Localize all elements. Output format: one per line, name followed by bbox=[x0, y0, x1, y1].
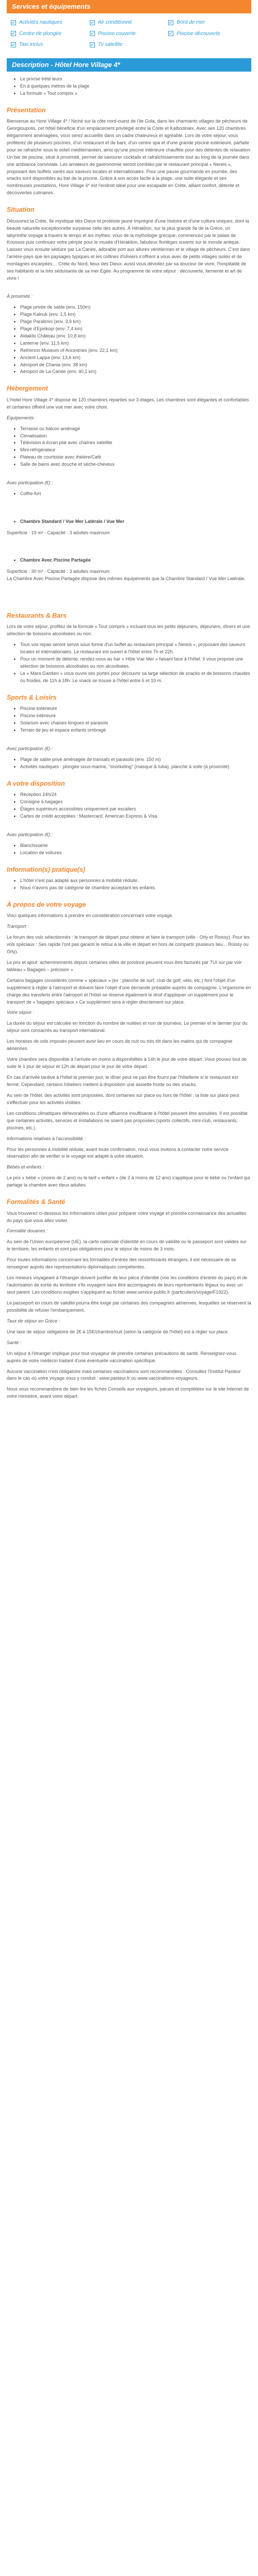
sports-participation-label: Avec participation (€) : bbox=[7, 745, 53, 751]
proximite-list bbox=[7, 304, 251, 376]
check-icon bbox=[11, 42, 16, 47]
service-item bbox=[90, 41, 169, 49]
disposition-participation-label: Avec participation (€) : bbox=[7, 832, 53, 837]
equip-list bbox=[7, 426, 251, 469]
paragraph: Voici quelques informations à prendre en considération concernant votre voyage. bbox=[7, 913, 173, 919]
paragraph: Nous vous recommandons de bien lire les fiches Conseils aux voyageurs, parues et complétées sur le site Internet de votre ministère, avant votre départ. bbox=[7, 1386, 249, 1399]
list-item: • Pour un moment de détente, rendez-vous au bar « Hôte Vue Mer » faisant face à l'hôtel. Il vous propose une sélection de boissons alcoolisées ou non alcoolisées. bbox=[20, 656, 251, 670]
paragraph: Les mineurs voyageant à l'étranger doivent justifier de leur pièce d'identité (voir les conditions d'entrée du pays) et de l'autorisation de sortie du territoire s'ils voyagent sans être accompagnés de leurs représentants légaux ou avec un seul parent. Les conditions exigées s'appliquent au fichier www.service-public.fr (particuliers/voyage/F1922). bbox=[7, 1275, 248, 1295]
service-label: Bord de mer bbox=[176, 20, 205, 26]
paragraph: Formalité douanes : bbox=[7, 1228, 48, 1234]
paragraph: Pour les personnes à mobilité réduite, avant toute confirmation, nous vous invitons à contacter notre service réservation afin de vérifier si le voyage est adapté à votre situation. bbox=[7, 1146, 229, 1159]
paragraph: Votre chambre sera disponible à l'arrivée en moins à disponibilités à 14h le jour de votre départ. Vous pouvez tout de suite le 1 jour de séjour et 12h de départ pour le jour de votre départ. bbox=[7, 1057, 247, 1070]
disposition-participation-list bbox=[7, 842, 251, 857]
check-icon bbox=[168, 20, 173, 25]
paragraph: Le prix et ajout: acheminements depuis certaines villes de province peuvent vous être facturés par TUI sur par voir tableau « Bagages – précision » bbox=[7, 959, 242, 972]
service-item bbox=[11, 30, 90, 38]
room-item bbox=[7, 518, 251, 526]
paragraph: Au sein de l'Union européenne (UE), la carte nationale d'identité en cours de validité ou le passeport sont valides sur le territoire, les enfants et sont pas obligatoires pour le séjour de moins de 3 mois. bbox=[7, 1239, 247, 1252]
service-label: Taxi inclus bbox=[19, 42, 43, 48]
service-item bbox=[168, 19, 247, 27]
list-item: • Salle de bains avec douche et sèche-cheveux bbox=[20, 461, 251, 468]
list-item: • Consigne à bagages bbox=[20, 799, 251, 806]
room-name bbox=[20, 557, 251, 564]
service-label: Tv satellite bbox=[98, 42, 123, 48]
disposition-list bbox=[7, 791, 251, 820]
paragraph: Certains bagages considérés comme « spéciaux » (ex : planche de surf, club de golf, vélo, etc.) font l'objet d'un supplément à régler à l'aéroport et doivent faire l'objet d'une demande préalable auprès de compagnie. L'organisme en charge des transferts entre l'aéroport et l'hôtel se réserve également le droit d'appliquer un supplément pour le transport de « bagages spéciaux » Ce supplément sera à régler directement sur place. bbox=[7, 977, 251, 1005]
paragraph: Bébés et enfants : bbox=[7, 1164, 44, 1170]
formalites-body bbox=[7, 1210, 251, 1401]
paragraph: Vous trouverez ci-dessous les informations utiles pour préparer votre voyage et prendre connaissance des actualités du pays que vous allez visiter. bbox=[7, 1210, 247, 1223]
paragraph: Le passeport en cours de validité pourra être exigé par certaines des compagnies aériennes, lesquelles se réservent la possibilité de refuser l'embarquement. bbox=[7, 1300, 251, 1313]
hebergement-body bbox=[7, 397, 251, 411]
paragraph: Transport : bbox=[7, 924, 29, 929]
list-item: • Réception 24h/24 bbox=[20, 791, 251, 799]
rooms-list bbox=[7, 518, 251, 603]
service-label: Air conditionné bbox=[98, 20, 132, 26]
sports-title: Sports & Loisirs bbox=[7, 693, 57, 701]
service-label: Activités nautiques bbox=[19, 20, 62, 26]
list-item: • Climatisation bbox=[20, 433, 251, 440]
description-title: Description - Hôtel Hore Village 4* bbox=[7, 58, 251, 72]
paragraph: L'Hotel Hore Village 4* dispose de 120 chambres réparties sur 3 étages. Les chambres sont élégantes et confortables et certaines offrent une vue mer avec votre choix. bbox=[7, 397, 249, 410]
paragraph: Le prix « bébé » (moins de 2 ans) ou le tarif « enfant » (de 2 à moins de 12 ans) s'applique pour le bébé ou l'enfant qui partage la chambre avec deux adultes. bbox=[7, 1175, 250, 1188]
list-item: • Plage d'Episkopi (env. 7,4 km) bbox=[20, 326, 251, 333]
list-item: • Plage Paralimni (env. 3,9 km) bbox=[20, 318, 251, 326]
list-item: • Aéroport de La Canée (env. 40,1 km) bbox=[20, 368, 251, 376]
infos-title: Information(s) pratique(s) bbox=[7, 866, 86, 873]
check-icon bbox=[11, 31, 16, 36]
presentation-body bbox=[7, 118, 251, 197]
situation-body bbox=[7, 218, 251, 282]
room-name-text: Chambre Avec Piscine Partagée bbox=[20, 557, 91, 563]
room-desc: Superficie : 19 m² - Capacité : 3 adultes maximum bbox=[7, 530, 110, 536]
paragraph: En cas d'arrivée tardive à l'hôtel le premier jour, le dîner peut ne pas être fourni par l'hôtellerie si le restaurant est fermé. Cependant, certains hôteliers mettent à disposition une assiette froide ou des snacks. bbox=[7, 1075, 238, 1087]
list-item: • Piscine intérieure bbox=[20, 713, 251, 720]
paragraph: Votre séjour : bbox=[7, 1010, 35, 1015]
paragraph: Taux de séjour en Grèce : bbox=[7, 1318, 60, 1324]
paragraph: Pour toutes informations concernant les formalités d'entrée des ressortissants étrangers, il est nécessaire de se renseigner auprès des représentations diplomatiques compétentes. bbox=[7, 1257, 236, 1270]
paragraph: Découvrez la Crète, île mystique des Dieux et protéiste jaune imprégné d'une histoire et d'une culture uniques, dont la beauté naturelle exceptionnelle surpasse celle des autres. À Héraklion, sur la plus grande île de la Grèce, un labyrinthe voyage à travers le temps et les mythes: vous de la mythologie grecque, commencez par le palais de Knossos puis continuez votre périple pour le musée d'Héraklion, fabuleux florilèges ouverts sur le monde antique. Laissez vous ensuite séduire par La Canée, adorable port aux allures vénitiennes et le village de pêcheurs. C'est dans l'arrière-pays que les paysages typiques et les collines d'oliviers s'offrent à vous avec de petits villages isolés et de montagnes escarpées… Crète du Nord, lieux des Dieux: aussi vous dévoilez par sa douceur de vivre, l'hospitalité de ses habitants et la très séduisante de sa mer Egée. Au programme de votre séjour : découverte, farniente et art de vivre ! bbox=[7, 218, 250, 281]
description-intro-list bbox=[7, 76, 251, 97]
restaurants-body bbox=[7, 623, 251, 638]
services-grid bbox=[7, 13, 251, 56]
situation-title: Situation bbox=[7, 206, 35, 214]
check-icon bbox=[90, 31, 95, 36]
list-item: • Cartes de crédit acceptées : Mastercard, American Express & Visa bbox=[20, 813, 251, 820]
list-item: • Télévision à écran plat avec chaînes satellite bbox=[20, 439, 251, 447]
infos-list bbox=[7, 877, 251, 892]
list-item: • Plage de sable privé aménagée de transats et parasols (env. 150 m) bbox=[20, 756, 251, 764]
room-item bbox=[7, 557, 251, 564]
list-item: • Coffre-fort bbox=[20, 490, 251, 498]
list-item: • Mini-réfrigérateur bbox=[20, 447, 251, 454]
paragraph: Les conditions climatiques défavorables ou d'une affluence insuffisante à l'hôtel peuvent être annulées. Il est possible que certaines activités, services et installations ne soient pas proposées (sports collectifs, mini-club, restaurants, piscines, etc.). bbox=[7, 1110, 248, 1130]
list-item: • Le prix/se trété leurs bbox=[20, 76, 251, 83]
list-item: • La formule « Tout compris » bbox=[20, 90, 251, 97]
heb-participation-list bbox=[7, 490, 251, 498]
service-label: Piscine couverte bbox=[98, 30, 136, 37]
paragraph: Le forum des vols sélectionnés : le transport de départ pour obtenir et faire le transport (ville - Orly et Roissy). Pour les vols spéciaux : Ses rapide l'ont pas garanti le retour à la ville et départ en hors de compartir plusieurs lieu... Roissy ou Orly). bbox=[7, 935, 250, 954]
sports-participation-list bbox=[7, 756, 251, 771]
service-item bbox=[168, 30, 247, 38]
heb-participation-label: Avec participation (€) : bbox=[7, 480, 53, 486]
list-item: • Plage Kalnuk (env. 1,5 km) bbox=[20, 311, 251, 318]
room-desc: Superficie : 30 m² - Capacité : 3 adultes maximum La Chambre Avec Piscine Partagée dispose des mêmes équipements que la Chambre Standard / Vue Mer Latérale. bbox=[7, 568, 246, 581]
list-item: • Plage privée de sable (env. 150m) bbox=[20, 304, 251, 311]
paragraph: Bienvenue au Hore Village 4* ! Niché sur la côte nord-ouest de l'ile Gola, dans les charmants villages de pêcheurs de Georgioupolis, cet hôtel bénéficie d'un emplacement privilégié entre la Crete et Kalbodiniex. Avec ses 120 chambres élégamment aménagées, vous serez accueillis dans un cadre chaleureux et agréable. Lors de votre séjour, vous profiterez de plusieurs piscines, d'un restaurant et de bars, d'un centre spa et d'une grande piscine extérieure, parfaite pour se rafraîchir sous le soleil méditerranéen, ainsi qu'une piscine intérieure chauffée pour des détentes de relaxation. Un bar de piscine, situé à proximité, permet de savourer cocktails et rafraîchissements tout au long de la journée dans une ambiance conviviale. Les amateurs de gastronomie seront comblés par le restaurant principal « Nereis », proposant des buffets variés aux saveurs locales et internationales. Pour une pause gourmande en journée, des snacks sont disponibles au bar de la piscine. Grâce à son accès facile à la plage, une suite élégante et ses nombreuses prestations, Hore Village 4* est l'endroit idéal pour une escapade en Crète, alliant confort, détente et découvertes culinaires. bbox=[7, 118, 251, 196]
paragraph: Lors de votre séjour, profitez de la formule « Tout compris » incluant tous les petits déjeuners, déjeuners, dîners et une sélection de boissons alcoolisées ou non. bbox=[7, 624, 250, 637]
paragraph: Santé : bbox=[7, 1340, 22, 1345]
paragraph: La durée du séjour est calculée en fonction du nombre de nuitées et non de journées. Le premier et le dernier jour du séjour sont consacrés au transport international. bbox=[7, 1021, 248, 1033]
list-item: • Aéroport de Chania (env. 38 km) bbox=[20, 362, 251, 369]
list-item: • Piscine extérieure bbox=[20, 705, 251, 713]
check-icon bbox=[11, 20, 16, 25]
restaurants-title: Restaurants & Bars bbox=[7, 612, 67, 619]
propos-title: À propos de votre voyage bbox=[7, 901, 86, 908]
list-item: • Ancient Lappa (env. 13,6 km) bbox=[20, 354, 251, 362]
list-item: • L'hôtel n'est pas adapté aux personnes à mobilité réduite. bbox=[20, 877, 251, 885]
list-item: • Tous vos repas seront servis sous forme d'un buffet au restaurant principal « Nereis », proposant des saveurs locales et internationales. Le restaurant est ouvert à l'hôtel entre 7h et 22h. bbox=[20, 641, 251, 656]
service-item bbox=[11, 19, 90, 27]
list-item: • Nous n'avons pas de catégorie de chambre acceptant les enfants. bbox=[20, 885, 251, 892]
list-item: • Aldaklis Château (env. 10,8 km) bbox=[20, 333, 251, 340]
list-item: • Activités nautiques : plongée sous-marine, "snorkeling" (masque & tuba), planche à voile (à proximité) bbox=[20, 764, 251, 771]
formalites-title: Formalités & Santé bbox=[7, 1198, 66, 1206]
service-label: Centre de plongée bbox=[19, 30, 62, 37]
list-item: • En à quelques mètres de la plage bbox=[20, 83, 251, 90]
list-item: • Terrain de jeu et espace enfants ombragé bbox=[20, 727, 251, 734]
list-item: • Terrasse ou balcon aménagé bbox=[20, 426, 251, 433]
sports-list bbox=[7, 705, 251, 734]
check-icon bbox=[168, 31, 173, 36]
list-item: • Le « Mara Gardien » vous ouvre ses portes pour découvrir sa large sélection de snacks et de boissons chaudes ou froides, de 11h à 18h. Le snack se trouve à l'hôtel entre 6 et 10 m. bbox=[20, 670, 251, 685]
hebergement-title: Hébergement bbox=[7, 385, 48, 393]
list-item: • Plateau de courtoisie avec théière/Café bbox=[20, 454, 251, 461]
paragraph: Au sein de l'hôtel, des activités sont proposées, dont certaines sur place ou hors de l'hôtel : la liste sur place peut s'effectuer pour les activités visibles. bbox=[7, 1092, 239, 1105]
paragraph: Les horaires de vols imposés peuvent avoir lieu en cours de nuit ou très tôt dans les matins qui de compagnie aériennes. bbox=[7, 1039, 233, 1052]
service-item bbox=[90, 30, 169, 38]
list-item: • Étages supérieurs accessibles uniquement par escaliers bbox=[20, 806, 251, 813]
paragraph: Une taxe de séjour obligatoire de 2€ à 15€/chambre/nuit (selon la catégorie de l'hôtel) est à régler sur place. bbox=[7, 1329, 229, 1334]
paragraph: Un séjour à l'étranger implique pour tout voyageur de prendre certaines précautions de santé. Renseignez-vous auprès de votre médecin traitant d'une éventuelle vaccination spécifique. bbox=[7, 1350, 236, 1363]
check-icon bbox=[90, 42, 95, 47]
service-label: Piscine découverte bbox=[176, 30, 220, 37]
proximite-label: À proximité : bbox=[7, 294, 33, 299]
list-item: • Rethimno Museum of Ancestries (env. 22,1 km) bbox=[20, 347, 251, 354]
disposition-title: A votre disposition bbox=[7, 779, 65, 787]
list-item: • Solarium avec chaises longues et parasols bbox=[20, 720, 251, 727]
list-item: • Location de voitures bbox=[20, 850, 251, 857]
restaurants-list bbox=[7, 641, 251, 685]
list-item: • Blanchisserie bbox=[20, 842, 251, 850]
equip-label: Equipements : bbox=[7, 415, 37, 420]
paragraph: Informations relatives à l'accessibilité : bbox=[7, 1136, 86, 1141]
room-name bbox=[20, 518, 251, 526]
list-item: • Lanterne (env. 11,5 km) bbox=[20, 340, 251, 347]
check-icon bbox=[90, 20, 95, 25]
room-name-text: Chambre Standard / Vue Mer Latérale / Vue Mer bbox=[20, 519, 124, 524]
services-title: Services et équipements bbox=[7, 0, 251, 13]
propos-body bbox=[7, 912, 251, 1189]
service-item bbox=[90, 19, 169, 27]
service-item bbox=[11, 41, 90, 49]
paragraph: Aucune vaccination n'est obligatoire mais certaines vaccinations sont recommandées : Consultez l'Institut Pasteur dans le cas où votre voyage vous y conduit : www.pasteur.fr ou www.vaccinations-voyageurs. bbox=[7, 1368, 241, 1381]
presentation-title: Présentation bbox=[7, 106, 46, 114]
